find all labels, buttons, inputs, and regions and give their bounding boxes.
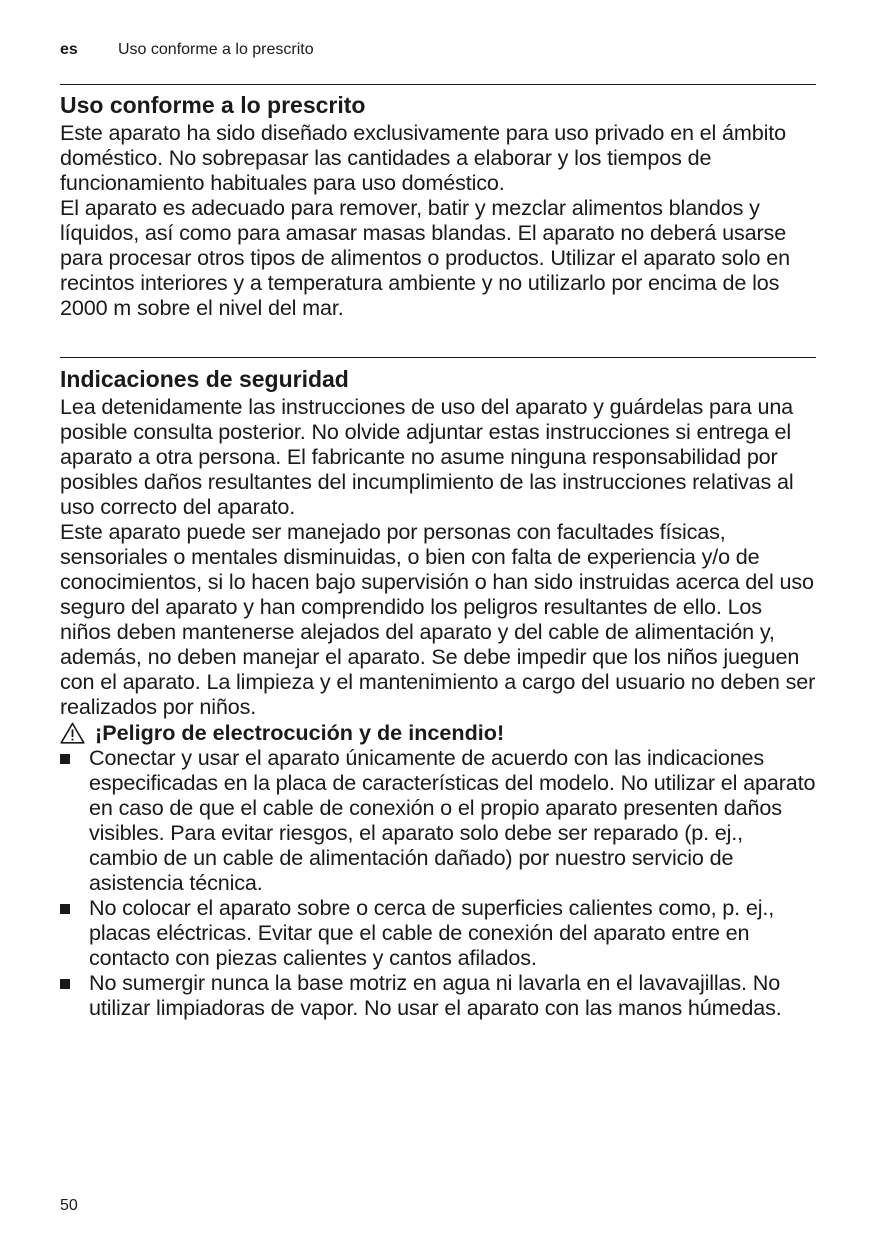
page-header	[60, 40, 314, 60]
square-bullet-icon	[60, 904, 70, 914]
square-bullet-icon	[60, 754, 70, 764]
section-divider	[60, 357, 816, 358]
square-bullet-icon	[60, 979, 70, 989]
running-title: Uso conforme a lo prescrito	[118, 41, 314, 58]
paragraph: Este aparato puede ser manejado por personas con facultades físicas, sensoriales o mentales disminuidas, o bien con falta de experiencia y/o de conocimientos, si lo hacen bajo supervisión o han sido instruidas acerca del uso seguro del aparato y han comprendido los peligros resultantes de ello. Los niños deben mantenerse alejados del aparato y del cable de alimentación y, además, no deben manejar el aparato. Se debe impedir que los niños jueguen con el aparato. La limpieza y el mantenimiento a cargo del usuario no deben ser realizados por niños.	[60, 519, 816, 719]
safety-bullet-list	[60, 745, 816, 1020]
paragraph: Lea detenidamente las instrucciones de uso del aparato y guárdelas para una posible consulta posterior. No olvide adjuntar estas instrucciones si entrega el aparato a otra persona. El fabricante no asume ninguna responsabilidad por posibles daños resultantes del incumplimiento de las instrucciones relativas al uso correcto del aparato.	[60, 394, 794, 519]
list-item: No colocar el aparato sobre o cerca de superficies calientes como, p. ej., placas eléctricas. Evitar que el cable de conexión del aparato entre en contacto con piezas calientes y cantos afilados.	[60, 895, 816, 970]
list-item: Conectar y usar el aparato únicamente de acuerdo con las indicaciones especificadas en la placa de características del modelo. No utilizar el aparato en caso de que el cable de conexión o el propio aparato presenten daños visibles. Para evitar riesgos, el aparato solo debe ser reparado (p. ej., cambio de un cable de alimentación dañado) por nuestro servicio de asistencia técnica.	[60, 745, 816, 895]
section-safety-instructions	[60, 364, 816, 1020]
paragraph: El aparato es adecuado para remover, batir y mezclar alimentos blandos y líquidos, así como para amasar masas blandas. El aparato no deberá usarse para procesar otros tipos de alimentos o productos. Utilizar el aparato solo en recintos interiores y a temperatura ambiente y no utilizarlo por encima de los 2000 m sobre el nivel del mar.	[60, 195, 790, 320]
warning-triangle-icon	[60, 722, 85, 744]
section-title: Indicaciones de seguridad	[60, 366, 349, 392]
section-intended-use	[60, 90, 816, 320]
list-item: No sumergir nunca la base motriz en agua ni lavarla en el lavavajillas. No utilizar limpiadoras de vapor. No usar el aparato con las manos húmedas.	[60, 970, 816, 1020]
paragraph: Este aparato ha sido diseñado exclusivamente para uso privado en el ámbito doméstico. No sobrepasar las cantidades a elaborar y los tiempos de funcionamiento habituales para uso doméstico.	[60, 120, 786, 195]
section-title: Uso conforme a lo prescrito	[60, 92, 366, 118]
language-code: es	[60, 41, 78, 58]
section-divider	[60, 84, 816, 85]
warning-text: ¡Peligro de electrocución y de incendio!	[95, 720, 505, 745]
warning-heading	[60, 720, 816, 745]
page-number: 50	[60, 1197, 78, 1214]
